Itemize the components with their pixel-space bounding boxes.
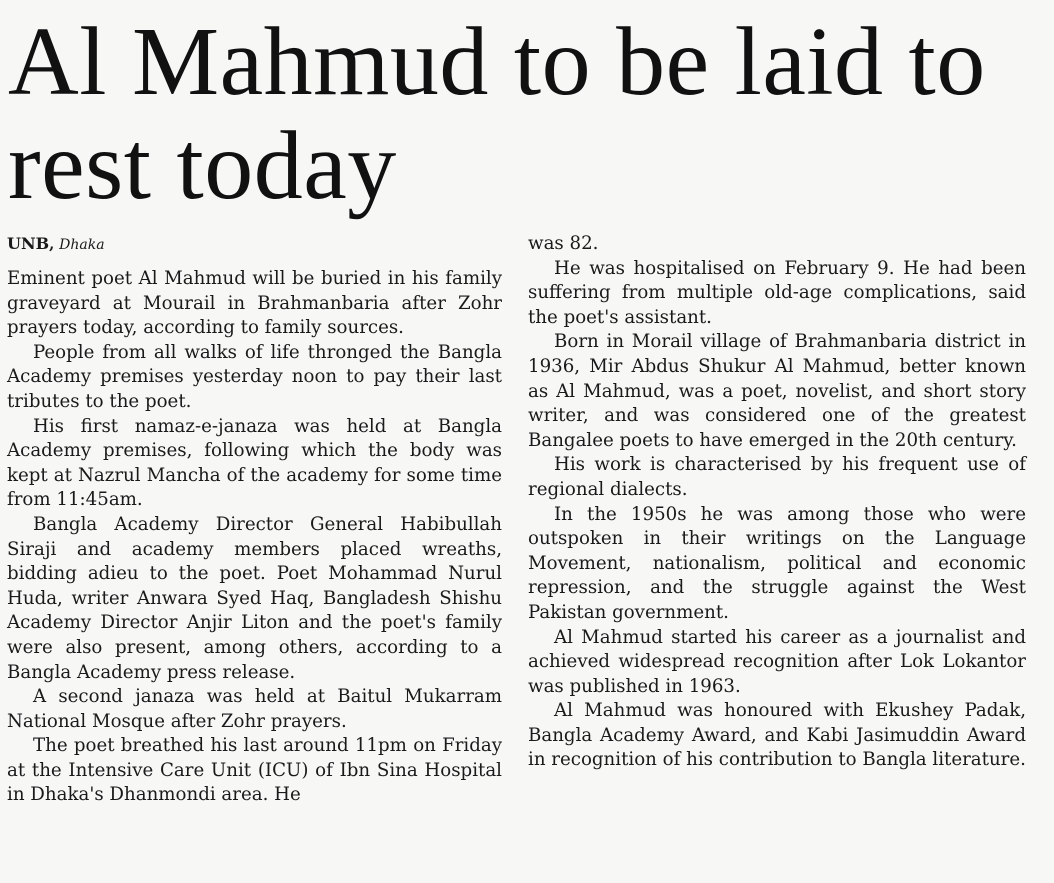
article-paragraph: His work is characterised by his frequent use of regional dialects. xyxy=(528,454,1026,500)
article-paragraph: People from all walks of life thronged the Bangla Academy premises yesterday noon to pay their last tributes to the poet. xyxy=(7,341,502,412)
article-paragraph: He was hospitalised on February 9. He had been suffering from multiple old-age complications, said the poet's assistant. xyxy=(528,257,1026,328)
article-paragraph: Al Mahmud started his career as a journalist and achieved widespread recognition after Lok Lokantor was published in 1963. xyxy=(528,626,1026,697)
article-paragraph: Eminent poet Al Mahmud will be buried in his family graveyard at Mourail in Brahmanbaria after Zohr prayers today, according to family sources. xyxy=(7,268,502,339)
article-paragraph: The poet breathed his last around 11pm on Friday at the Intensive Care Unit (ICU) of Ibn Sina Hospital in Dhaka's Dhanmondi area. He xyxy=(7,735,502,806)
article-paragraph: Born in Morail village of Brahmanbaria district in 1936, Mir Abdus Shukur Al Mahmud, better known as Al Mahmud, was a poet, novelist, and short story writer, and was considered one of the greatest Bangalee poets to have emerged in the 20th century. xyxy=(528,331,1026,451)
byline xyxy=(7,232,502,257)
article-headline: Al Mahmud to be laid to rest today xyxy=(8,8,986,220)
article-paragraph: His first namaz-e-janaza was held at Bangla Academy premises, following which the body was kept at Nazrul Mancha of the academy for some time from 11:45am. xyxy=(7,415,502,511)
article-paragraph: A second janaza was held at Baitul Mukarram National Mosque after Zohr prayers. xyxy=(7,686,502,732)
article-paragraph: In the 1950s he was among those who were outspoken in their writings on the Language Movement, nationalism, political and economic repression, and the struggle against the West Pakistan government. xyxy=(528,503,1026,623)
article-column-right xyxy=(528,232,1026,773)
article-paragraph: Al Mahmud was honoured with Ekushey Padak, Bangla Academy Award, and Kabi Jasimuddin Award in recognition of his contribution to Bangla literature. xyxy=(528,700,1026,771)
byline-place: Dhaka xyxy=(59,237,105,253)
article-paragraph: Bangla Academy Director General Habibullah Siraji and academy members placed wreaths, bidding adieu to the poet. Poet Mohammad Nurul Huda, writer Anwara Syed Haq, Bangladesh Shishu Academy Director Anjir Liton and the poet's family were also present, among others, according to a Bangla Academy press release. xyxy=(7,513,502,683)
byline-separator: , xyxy=(49,235,55,253)
article-column-left xyxy=(7,232,502,808)
article-continuation: was 82. xyxy=(528,233,599,254)
byline-agency: UNB xyxy=(7,234,50,253)
